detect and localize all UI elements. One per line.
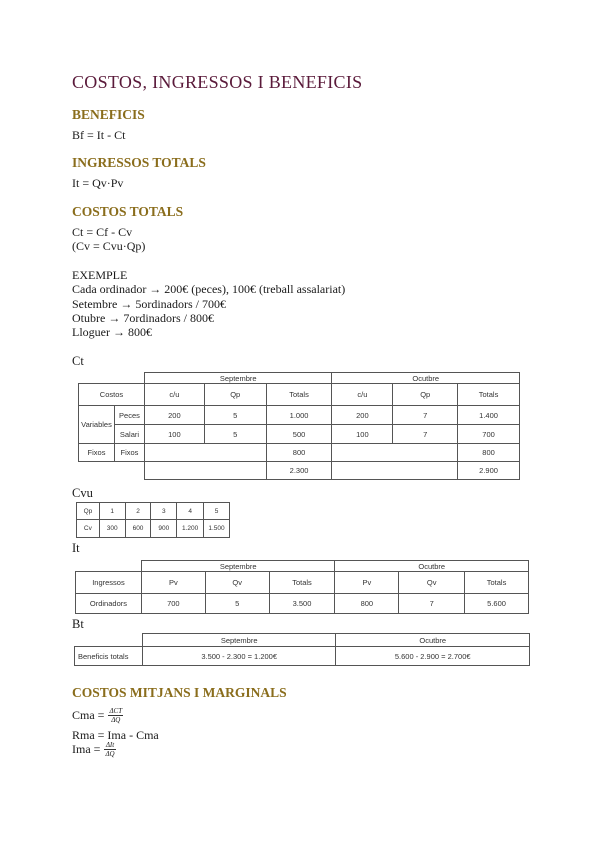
it-row-name: Ordinadors [76,594,142,614]
formula-costos-1: Ct = Cf - Cv [72,225,133,239]
cvu-qp: 2 [125,503,151,520]
cvu-qp: 5 [204,503,230,520]
ct-label: Ct [72,354,84,368]
bt-label: Bt [72,617,84,631]
ct-row-name: Fixos [114,444,144,462]
it-col: Totals [269,572,335,594]
ct-row-name: Peces [114,406,144,425]
ct-cell: 800 [458,444,520,462]
cvu-cv: 900 [151,520,177,538]
ima-fraction [104,741,115,758]
cvu-qp: 4 [177,503,204,520]
ct-cell: 5 [204,425,266,444]
formula-ingressos: It = Qv·Pv [72,176,124,190]
ct-month1: Septembre [144,373,332,384]
it-cell: 3.500 [269,594,335,614]
heading-mitjans: COSTOS MITJANS I MARGINALS [72,685,287,700]
ct-table [78,372,520,480]
ct-cell: 800 [266,444,332,462]
ct-cell: 1.000 [266,406,332,425]
ima-num: ΔIt [105,741,115,749]
it-table [75,560,529,614]
bt-cell: 5.600 - 2.900 = 2.700€ [336,647,530,666]
cvu-cv: 1.500 [204,520,230,538]
formula-beneficis: Bf = It - Ct [72,128,126,142]
it-cell: 5 [205,594,269,614]
ct-total: 2.900 [458,462,520,480]
ct-cell: 100 [332,425,393,444]
ct-row-name: Salari [114,425,144,444]
exemple-line: Cada ordinador → 200€ (peces), 100€ (treball assalariat) [72,282,346,296]
heading-beneficis: BENEFICIS [72,107,145,122]
cvu-cv: 600 [125,520,151,538]
bt-cell: 3.500 - 2.300 = 1.200€ [142,647,336,666]
heading-ingressos: INGRESSOS TOTALS [72,155,206,170]
ct-col: c/u [332,384,393,406]
ima-den: ΔQ [105,750,115,758]
formula-costos-2: (Cv = Cvu·Qp) [72,239,146,253]
it-month1: Septembre [141,561,335,572]
cvu-qp-label: Qp [77,503,100,520]
it-cell: 5.600 [465,594,529,614]
ct-cell: 7 [393,425,458,444]
it-cell: 700 [141,594,205,614]
it-col: Totals [465,572,529,594]
heading-costos: COSTOS TOTALS [72,204,184,219]
it-col: Qv [205,572,269,594]
it-col: Qv [399,572,465,594]
ima-lhs: Ima = [72,742,104,756]
cvu-qp: 1 [99,503,125,520]
cma-fraction [108,707,123,724]
ct-cell: 200 [332,406,393,425]
cvu-qp: 3 [151,503,177,520]
it-ingressos-header: Ingressos [76,572,142,594]
it-col: Pv [335,572,399,594]
ct-costos-header: Costos [79,384,145,406]
exemple-line: Setembre → 5ordinadors / 700€ [72,297,226,311]
formula-cma [72,707,123,724]
cvu-cv: 1.200 [177,520,204,538]
ct-month2: Ocutbre [332,373,520,384]
bt-table [74,633,530,666]
ct-col: Totals [266,384,332,406]
ct-cell: 1.400 [458,406,520,425]
ct-cell: 500 [266,425,332,444]
ct-fixos: Fixos [79,444,115,462]
bt-row-name: Beneficis totals [75,647,143,666]
exemple-line: Otubre → 7ordinadors / 800€ [72,311,214,325]
it-cell: 800 [335,594,399,614]
ct-cell: 700 [458,425,520,444]
page-title: COSTOS, INGRESSOS I BENEFICIS [72,72,363,92]
ct-cell: 5 [204,406,266,425]
ct-cell: 100 [144,425,204,444]
ct-variables: Variables [79,406,115,444]
cma-lhs: Cma = [72,708,108,722]
bt-month1: Septembre [142,634,336,647]
it-label: It [72,541,80,555]
exemple-line: Lloguer → 800€ [72,325,152,339]
it-col: Pv [141,572,205,594]
it-cell: 7 [399,594,465,614]
ct-total: 2.300 [266,462,332,480]
ct-col: Totals [458,384,520,406]
ct-col: Qp [204,384,266,406]
cvu-cv-label: Cv [77,520,100,538]
ct-col: Qp [393,384,458,406]
formula-rma: Rma = Ima - Cma [72,728,159,742]
ct-cell: 7 [393,406,458,425]
cma-num: ΔCT [109,707,123,715]
cvu-table [76,502,230,538]
cvu-label: Cvu [72,486,93,500]
exemple-label: EXEMPLE [72,268,128,282]
cvu-cv: 300 [99,520,125,538]
formula-ima [72,741,116,758]
ct-cell: 200 [144,406,204,425]
bt-month2: Ocutbre [336,634,530,647]
it-month2: Ocutbre [335,561,529,572]
cma-den: ΔQ [111,716,121,724]
ct-col: c/u [144,384,204,406]
